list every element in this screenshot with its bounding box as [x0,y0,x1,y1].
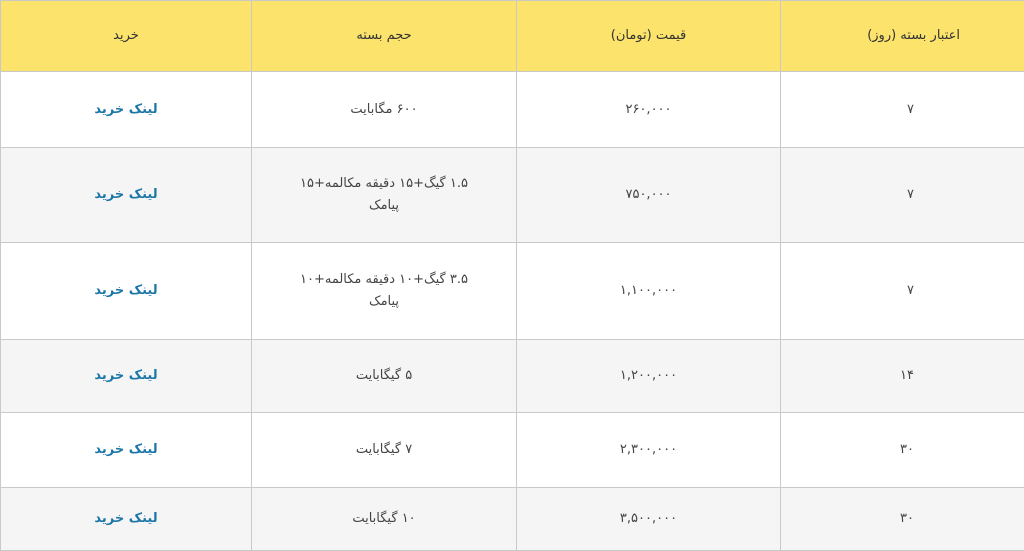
cell-buy [1,340,252,413]
size-text: ۶۰۰ مگابایت [350,99,417,121]
cell-price: ۲,۳۰۰,۰۰۰ [517,413,781,488]
cell-size [252,72,517,148]
buy-link[interactable]: لینک خرید [94,187,157,202]
cell-buy [1,72,252,148]
cell-buy [1,488,252,551]
size-text: ۱.۵ گیگ+۱۵ دقیقه مکالمه+۱۵ پیامک [292,173,477,217]
cell-price: ۱,۲۰۰,۰۰۰ [517,340,781,413]
header-row [1,1,1024,72]
table-row [1,340,1024,413]
cell-buy [1,413,252,488]
size-text: ۱۰ گیگابایت [352,508,415,530]
table-row [1,488,1024,551]
buy-link[interactable]: لینک خرید [94,368,157,383]
buy-link[interactable]: لینک خرید [94,511,157,526]
size-text: ۷ گیگابایت [356,439,412,461]
cell-buy [1,243,252,340]
cell-validity: ۳۰ [781,413,1024,488]
cell-size [252,488,517,551]
cell-validity: ۷ [781,148,1024,243]
header-validity: اعتبار بسته (روز) [781,1,1024,72]
header-buy: خرید [1,1,252,72]
table-row [1,72,1024,148]
cell-size [252,340,517,413]
cell-price: ۷۵۰,۰۰۰ [517,148,781,243]
cell-size [252,413,517,488]
cell-size [252,148,517,243]
table-row [1,413,1024,488]
buy-link[interactable]: لینک خرید [94,102,157,117]
cell-validity: ۷ [781,243,1024,340]
buy-link[interactable]: لینک خرید [94,442,157,457]
cell-price: ۳,۵۰۰,۰۰۰ [517,488,781,551]
table-body [1,72,1024,551]
cell-size [252,243,517,340]
cell-validity: ۱۴ [781,340,1024,413]
table-header [1,1,1024,72]
header-size: حجم بسته [252,1,517,72]
cell-price: ۲۶۰,۰۰۰ [517,72,781,148]
buy-link[interactable]: لینک خرید [94,283,157,298]
cell-price: ۱,۱۰۰,۰۰۰ [517,243,781,340]
size-text: ۵ گیگابایت [356,365,412,387]
size-text: ۳.۵ گیگ+۱۰ دقیقه مکالمه+۱۰ پیامک [292,269,477,313]
cell-buy [1,148,252,243]
cell-validity: ۷ [781,72,1024,148]
cell-validity: ۳۰ [781,488,1024,551]
header-price: قیمت (تومان) [517,1,781,72]
table-row [1,243,1024,340]
table-row [1,148,1024,243]
